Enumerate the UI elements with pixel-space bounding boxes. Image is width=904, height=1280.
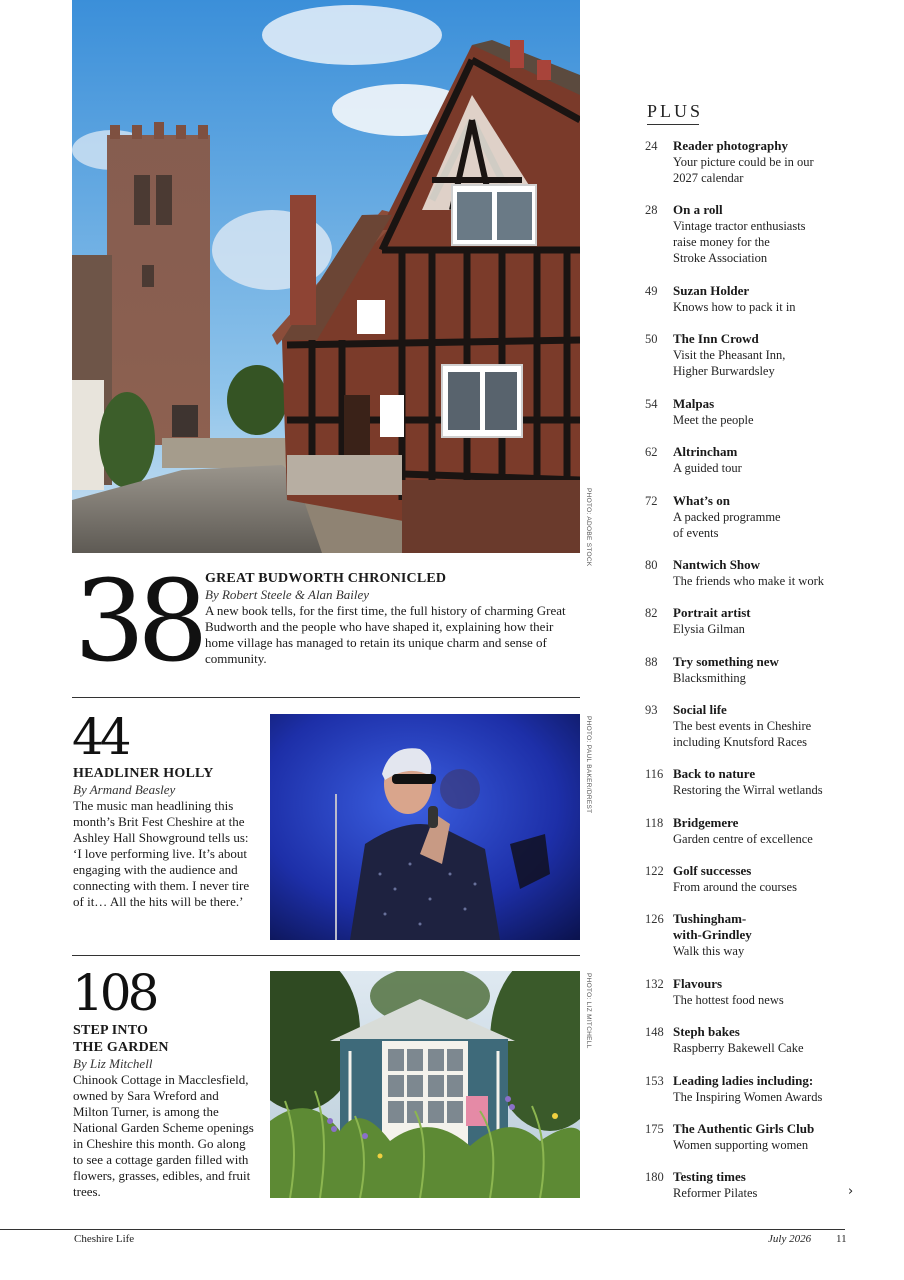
list-item-title: Testing times <box>673 1169 746 1184</box>
list-item-title: On a roll <box>673 202 723 217</box>
feature-44-photo-credit: PHOTO: PAUL BAKER/DREST <box>585 716 592 814</box>
footer-publication-name: Cheshire Life <box>74 1233 135 1245</box>
list-item-page: 24 <box>645 139 658 153</box>
feature-38-page-number: 38 <box>74 557 201 687</box>
list-item-title: Golf successes <box>673 863 752 878</box>
list-item-desc: Walk this way <box>673 944 745 958</box>
list-item-page: 28 <box>645 203 658 217</box>
list-item-desc: Your picture could be in our <box>673 155 814 169</box>
feature-108-text <box>73 1022 255 1200</box>
feature-108-byline: By Liz Mitchell <box>73 1056 153 1071</box>
list-item-title: Tushingham- <box>673 911 747 926</box>
list-item-desc: A packed programme <box>673 510 781 524</box>
list-item-title: Steph bakes <box>673 1024 740 1039</box>
feature-108-title-line1[interactable]: STEP INTO <box>73 1023 149 1038</box>
list-item-page: 122 <box>645 864 664 878</box>
list-item-page: 175 <box>645 1122 664 1136</box>
list-item-page: 126 <box>645 912 664 926</box>
list-item-desc: Stroke Association <box>673 251 768 265</box>
list-item-page: 88 <box>645 655 658 669</box>
list-item-title: Reader photography <box>673 138 788 153</box>
list-item-desc: Restoring the Wirral wetlands <box>673 783 823 797</box>
list-item-desc: From around the courses <box>673 880 797 894</box>
feature-38-byline: By Robert Steele & Alan Bailey <box>205 587 370 602</box>
list-item-title: Social life <box>673 702 727 717</box>
plus-heading: PLUS <box>647 101 699 125</box>
list-item-page: 49 <box>645 284 658 298</box>
feature-44-byline: By Armand Beasley <box>73 782 176 797</box>
list-item-page: 80 <box>645 558 658 572</box>
list-item-desc: The hottest food news <box>673 993 784 1007</box>
list-item-title: Leading ladies including: <box>673 1073 814 1088</box>
list-item-desc: Elysia Gilman <box>673 622 745 636</box>
footer-issue-date: July 2026 <box>768 1233 812 1245</box>
list-item-desc: Higher Burwardsley <box>673 364 775 378</box>
feature-38-body: A new book tells, for the first time, the full history of charming Great Budworth and the people who have shaped it, explaining how their home village has managed to retain its unique charm and sense of community. <box>205 603 566 666</box>
list-item-desc: 2027 calendar <box>673 171 744 185</box>
list-item-title: Malpas <box>673 396 715 411</box>
list-item-desc: Reformer Pilates <box>673 1186 758 1200</box>
next-page-arrow-icon[interactable]: › <box>848 1184 854 1199</box>
list-item-desc: The Inspiring Women Awards <box>673 1090 823 1104</box>
list-item-page: 153 <box>645 1074 664 1088</box>
list-item-title: Try something new <box>673 654 779 669</box>
list-item-desc: A guided tour <box>673 461 742 475</box>
list-item-desc: The friends who make it work <box>673 574 825 588</box>
hero-photo-great-budworth <box>72 0 580 553</box>
list-item-title-cont: with-Grindley <box>673 927 752 942</box>
feature-44-page-number: 44 <box>72 708 128 766</box>
feature-38-title[interactable]: GREAT BUDWORTH CHRONICLED <box>205 571 447 586</box>
list-item-desc: Visit the Pheasant Inn, <box>673 348 786 362</box>
list-item-desc: Garden centre of excellence <box>673 832 813 846</box>
list-item-page: 93 <box>645 703 658 717</box>
divider <box>72 697 580 698</box>
list-item-desc: Knows how to pack it in <box>673 300 796 314</box>
list-item-desc: Meet the people <box>673 413 754 427</box>
list-item-page: 132 <box>645 977 664 991</box>
list-item-title: The Inn Crowd <box>673 331 759 346</box>
list-item-page: 72 <box>645 494 658 508</box>
list-item-page: 116 <box>645 767 664 781</box>
list-item-title: Suzan Holder <box>673 283 750 298</box>
feature-44-title[interactable]: HEADLINER HOLLY <box>73 766 214 781</box>
feature-44-body: The music man headlining this month’s Brit Fest Cheshire at the Ashley Hall Showground tells us: ‘I love performing live. It’s about engaging with the audience and connecting with them. I never tire of it… All the hits will be there.’ <box>73 798 250 909</box>
feature-44-photo-performer <box>270 714 580 940</box>
divider <box>72 955 580 956</box>
feature-108-photo-credit: PHOTO: LIZ MITCHELL <box>585 973 592 1049</box>
list-item-desc: Vintage tractor enthusiasts <box>673 219 806 233</box>
footer-page-number: 11 <box>836 1233 847 1245</box>
list-item-desc: The best events in Cheshire <box>673 719 812 733</box>
list-item-desc: raise money for the <box>673 235 770 249</box>
list-item-desc: Blacksmithing <box>673 671 746 685</box>
list-item-desc: Women supporting women <box>673 1138 809 1152</box>
footer-divider <box>0 1229 845 1230</box>
hero-photo-credit: PHOTO: ADOBE STOCK <box>585 488 592 567</box>
list-item-title: Flavours <box>673 976 723 991</box>
feature-108-page-number: 108 <box>72 964 156 1022</box>
list-item-title: The Authentic Girls Club <box>673 1121 815 1136</box>
list-item-title: Altrincham <box>673 444 738 459</box>
list-item-title: Portrait artist <box>673 605 751 620</box>
list-item-page: 180 <box>645 1170 664 1184</box>
list-item-page: 118 <box>645 816 664 830</box>
feature-38-text <box>205 570 575 667</box>
list-item-title: Nantwich Show <box>673 557 761 572</box>
list-item-page: 50 <box>645 332 658 346</box>
feature-108-photo-garden-cottage <box>270 971 580 1198</box>
list-item-title: What’s on <box>673 493 730 508</box>
feature-108-title-line2[interactable]: THE GARDEN <box>73 1040 169 1055</box>
list-item-page: 54 <box>645 397 658 411</box>
list-item-page: 148 <box>645 1025 664 1039</box>
list-item-page: 62 <box>645 445 658 459</box>
feature-108-body: Chinook Cottage in Macclesfield, owned by Sara Wreford and Milton Turner, is among the National Garden Scheme openings in Cheshire this month. Go along to see a cottage garden filled with flowers, grasses, edibles, and fruit trees. <box>73 1072 254 1199</box>
feature-44-text <box>73 765 255 910</box>
list-item-desc: including Knutsford Races <box>673 735 808 749</box>
list-item-desc: of events <box>673 526 719 540</box>
list-item-desc: Raspberry Bakewell Cake <box>673 1041 804 1055</box>
list-item-page: 82 <box>645 606 658 620</box>
list-item-title: Back to nature <box>673 766 756 781</box>
list-item-title: Bridgemere <box>673 815 739 830</box>
